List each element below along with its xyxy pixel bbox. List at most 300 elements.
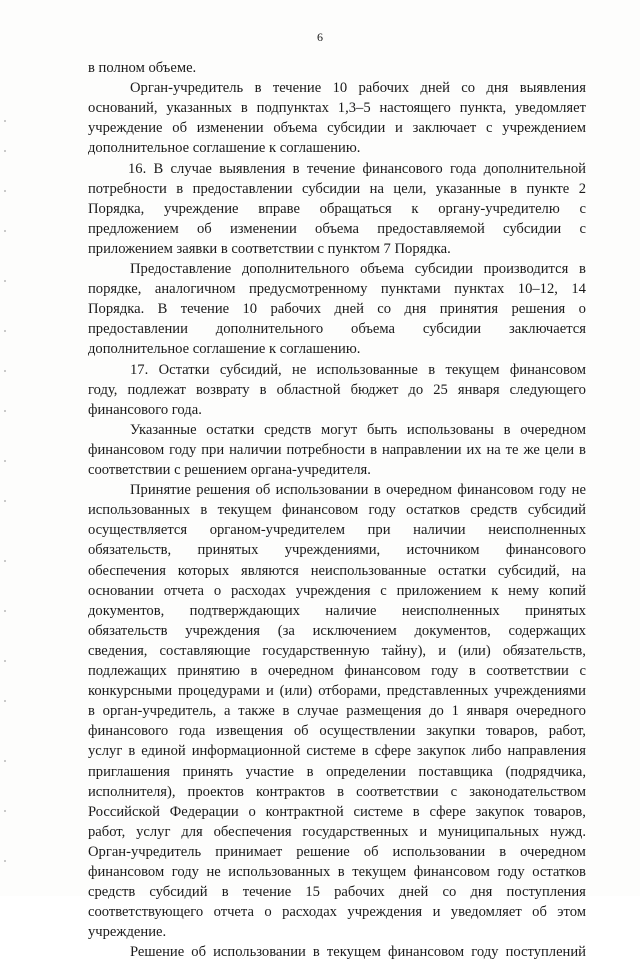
word: со <box>442 884 457 901</box>
word: пунктах <box>454 281 505 298</box>
word: указанных <box>166 100 232 117</box>
word: являются <box>240 562 299 579</box>
word: на <box>369 180 384 197</box>
word: источником <box>406 542 480 559</box>
word: подтверждающих <box>189 602 300 619</box>
word: же <box>523 441 540 458</box>
word: порядке, <box>88 281 142 298</box>
scan-dot <box>4 190 6 192</box>
word: к <box>491 582 499 599</box>
word: решения <box>511 301 566 318</box>
word: соответствии <box>356 783 439 800</box>
word: поступления <box>506 884 586 901</box>
word: Российской <box>88 803 160 820</box>
text-line <box>130 480 586 500</box>
word: Порядка, <box>88 200 145 217</box>
word: решение <box>296 843 350 860</box>
word: финансового <box>362 160 443 177</box>
word: об <box>363 843 379 860</box>
word: случае <box>170 160 212 177</box>
word: составляющие <box>159 642 251 659</box>
word: принятых <box>525 602 586 619</box>
word: (подрядчика, <box>505 763 586 780</box>
word: отчета <box>163 582 205 599</box>
word: финансовом <box>387 944 465 961</box>
word: обязательств <box>88 622 168 639</box>
word: поставщика <box>418 763 493 780</box>
word: субсидии <box>422 321 482 338</box>
word: в <box>337 783 345 800</box>
word: обязательств, <box>88 542 172 559</box>
word: средств <box>88 884 136 901</box>
word: рабочих <box>334 884 385 901</box>
word: в <box>254 80 262 97</box>
word: органом-учредителем <box>209 522 345 539</box>
word: об <box>255 482 271 499</box>
word: приложением <box>396 582 482 599</box>
word: года <box>178 723 206 740</box>
word: подлежат <box>127 381 186 398</box>
word: об <box>196 220 212 237</box>
word: выявления <box>519 80 586 97</box>
word: 14 <box>571 281 586 298</box>
word: в <box>468 663 476 679</box>
word: вправе <box>258 200 300 217</box>
word: объема <box>315 220 360 237</box>
text-line: в полном объеме. <box>88 60 197 76</box>
word: с <box>486 120 493 137</box>
word: субсидии <box>302 180 361 197</box>
word: остатки <box>438 562 487 579</box>
word: остатки <box>206 421 255 438</box>
word: 10 <box>242 301 258 318</box>
word: нему <box>508 582 539 599</box>
word: года <box>449 160 477 177</box>
word: не <box>571 482 586 499</box>
word: неисполненных <box>488 522 586 539</box>
text-line <box>130 259 586 279</box>
word: в <box>428 361 436 378</box>
text-line <box>88 842 586 862</box>
text-line <box>88 219 586 239</box>
word: при <box>367 522 391 539</box>
word: соответствующего <box>88 904 204 921</box>
word: товаров, <box>486 723 538 740</box>
word: системе <box>353 803 403 820</box>
word: и <box>432 904 441 921</box>
word: к <box>411 200 419 217</box>
word: потребности <box>286 441 366 458</box>
text-line <box>88 500 586 520</box>
word: текущем <box>352 864 407 880</box>
word: использовании <box>213 944 306 961</box>
word: объема <box>273 120 318 137</box>
word: учреждение <box>163 200 239 217</box>
word: в <box>361 743 369 760</box>
word: исключением <box>312 622 397 639</box>
word: в <box>579 441 586 458</box>
word: году, <box>88 381 118 398</box>
scan-dot <box>4 500 6 502</box>
word: обращаться <box>319 200 392 217</box>
word: объема <box>360 261 405 277</box>
word: 1,3–5 <box>337 100 371 117</box>
word: остатков <box>532 864 586 880</box>
scan-dot <box>4 370 6 372</box>
word: предложением <box>88 220 179 237</box>
scan-dot <box>4 410 6 412</box>
word: использованных <box>228 864 331 880</box>
word: финансовом <box>282 502 359 519</box>
text-line: учреждение. <box>88 924 167 941</box>
word: копий <box>548 582 586 599</box>
word: использованные <box>316 361 418 378</box>
text-line <box>88 279 586 299</box>
word: в <box>282 703 290 720</box>
word: областной <box>276 381 341 398</box>
word: в <box>221 884 229 901</box>
scan-dot <box>4 230 6 232</box>
word: учреждения <box>347 904 423 921</box>
word: направления <box>507 743 586 760</box>
word: поступлений <box>505 944 586 961</box>
word: в <box>499 843 507 860</box>
word: расходах <box>230 582 286 599</box>
word: Решение <box>130 944 185 961</box>
word: дня <box>486 80 509 97</box>
word: Предоставление <box>130 261 232 277</box>
word: изменении <box>196 120 264 137</box>
word: и <box>419 823 428 840</box>
word: субсидии <box>327 120 386 137</box>
word: те <box>505 441 519 458</box>
text-line <box>88 561 586 581</box>
word: (или) <box>458 642 491 659</box>
word: году <box>497 864 525 880</box>
scan-dot <box>4 330 6 332</box>
word: документов, <box>88 602 165 619</box>
text-line <box>88 440 586 460</box>
word: о <box>248 803 256 820</box>
word: при <box>201 441 225 458</box>
text-line <box>88 721 586 741</box>
word: выявления <box>219 160 286 177</box>
word: а <box>224 703 231 720</box>
word: о <box>213 582 222 599</box>
word: остатков <box>406 502 460 519</box>
word: указанные <box>435 180 501 197</box>
word: с <box>579 220 586 237</box>
word: заключает <box>412 120 477 137</box>
text-line: приложением заявки в соответствии с пунктом 7 Порядка. <box>88 240 451 257</box>
word: учреждением <box>502 120 586 137</box>
word: на <box>486 441 501 458</box>
scan-dot <box>4 660 6 662</box>
word: и <box>438 642 446 659</box>
word: в <box>579 261 586 277</box>
word: также <box>238 703 275 720</box>
word: пункте <box>526 180 570 197</box>
word: услуг <box>136 823 171 840</box>
text-line <box>88 199 586 219</box>
word: 15 <box>305 884 320 901</box>
word: до <box>408 381 424 398</box>
word: и <box>395 120 403 137</box>
word: В <box>157 301 168 318</box>
word: (за <box>277 622 295 639</box>
word: 2 <box>578 180 586 197</box>
word: в <box>128 743 136 760</box>
word: текущем <box>326 944 381 961</box>
word: могут <box>321 421 358 438</box>
word: направлении <box>381 441 462 458</box>
scan-dot <box>4 560 6 562</box>
word: системе <box>306 743 356 760</box>
text-line <box>88 741 586 761</box>
word: с <box>579 663 586 679</box>
word: в <box>510 180 518 197</box>
word: субсидий, <box>219 361 282 378</box>
word: сфере <box>429 803 466 820</box>
word: органу-учредителю <box>438 200 560 217</box>
text-line <box>128 159 586 179</box>
word: году <box>431 663 459 679</box>
word: субсидий <box>149 884 208 901</box>
scan-dot <box>4 280 6 282</box>
page-number: 6 <box>317 30 323 44</box>
word: пункта, <box>459 100 507 117</box>
word: году <box>368 502 396 519</box>
text-line: соответствии с решением органа-учредителя. <box>88 462 371 478</box>
word: использовании <box>275 482 369 499</box>
word: размещения <box>346 703 422 720</box>
word: предусмотренному <box>248 281 368 298</box>
word: финансовом <box>88 864 165 880</box>
text-line <box>88 98 586 118</box>
text-line <box>88 902 586 922</box>
word: дополнительного <box>215 321 324 338</box>
word: января <box>466 703 509 720</box>
word: закупок <box>475 803 525 820</box>
scan-dot <box>4 860 6 862</box>
word: течение <box>180 301 230 318</box>
word: финансовом <box>413 864 490 880</box>
word: наличии <box>413 522 466 539</box>
word: Орган-учредитель <box>130 80 244 97</box>
word: субсидий, <box>498 562 560 579</box>
word: в <box>176 180 184 197</box>
word: января <box>457 381 500 398</box>
word: не <box>206 864 221 880</box>
scan-dot <box>4 610 6 612</box>
word: финансовом <box>509 361 586 378</box>
text-line <box>88 621 586 641</box>
word: финансовом <box>88 441 165 458</box>
word: финансовом <box>457 482 534 499</box>
text-line <box>88 581 586 601</box>
word: услуг <box>88 743 123 760</box>
word: субсидий <box>527 502 586 519</box>
word: приглашения <box>88 763 170 780</box>
text-line <box>88 782 586 802</box>
word: принимает <box>215 843 283 860</box>
word: очередном <box>520 421 586 438</box>
word: дня <box>404 301 427 318</box>
word: обеспечения <box>213 823 292 840</box>
word: заключается <box>508 321 586 338</box>
word: течение <box>272 80 322 97</box>
scan-dot <box>4 810 6 812</box>
word: в <box>250 663 258 679</box>
word: следующего <box>509 381 586 398</box>
word: использовании <box>392 843 486 860</box>
text-line <box>130 420 586 440</box>
word: возврату <box>195 381 250 398</box>
word: осуществляется <box>88 522 188 539</box>
text-line <box>88 299 586 319</box>
text-line <box>130 360 586 380</box>
word: наличие <box>325 602 377 619</box>
word: соответствии <box>486 663 569 679</box>
word: основании <box>88 582 154 599</box>
word: Порядка. <box>88 301 145 318</box>
word: принятия <box>439 301 499 318</box>
word: цели, <box>393 180 427 197</box>
word: предоставлении <box>192 180 293 197</box>
word: для <box>181 823 203 840</box>
word: изменении <box>229 220 297 237</box>
word: 25 <box>433 381 448 398</box>
word: в <box>337 864 345 880</box>
word: о <box>264 904 272 921</box>
scan-margin-dots <box>4 0 12 896</box>
word: процедурами <box>177 683 261 700</box>
word: об <box>172 120 187 137</box>
word: обязательств, <box>502 642 586 659</box>
word: извещения <box>216 723 284 740</box>
word: производится <box>483 261 569 277</box>
word: уведомляет <box>515 100 586 117</box>
word: дополнительной <box>483 160 586 177</box>
scan-dot <box>4 460 6 462</box>
word: в <box>373 482 381 499</box>
word: в <box>306 763 314 780</box>
word: которых <box>177 562 230 579</box>
word: в <box>200 502 208 519</box>
text-line <box>88 540 586 560</box>
word: средств <box>264 421 312 438</box>
word: этом <box>557 904 586 921</box>
word: дополнительного <box>242 261 350 277</box>
word: дня <box>470 884 493 901</box>
word: году <box>171 864 199 880</box>
word: об <box>532 904 547 921</box>
word: отборами, <box>318 683 381 700</box>
word: пунктами <box>380 281 441 298</box>
word: закупки <box>426 723 476 740</box>
word: Указанные <box>130 421 197 438</box>
word: учреждения <box>185 622 260 639</box>
word: участие <box>245 763 294 780</box>
word: со <box>461 80 476 97</box>
scan-dot <box>4 150 6 152</box>
text-line: дополнительное соглашение к соглашению. <box>88 140 361 157</box>
word: текущем <box>217 502 272 519</box>
word: либо <box>471 743 502 760</box>
word: очередном <box>386 482 452 499</box>
word: в <box>292 160 300 177</box>
word: неиспользованные <box>310 562 427 579</box>
word: законодательством <box>469 783 586 800</box>
text-line <box>88 762 586 782</box>
word: контрактной <box>265 803 344 820</box>
text-line <box>88 641 586 661</box>
word: товаров, <box>534 803 586 820</box>
word: неисполненных <box>401 602 500 619</box>
word: исполнителя), <box>88 783 176 800</box>
text-line <box>88 681 586 701</box>
word: работ, <box>88 823 126 840</box>
word: расходах <box>282 904 337 921</box>
word: использованных <box>88 502 191 519</box>
word: оснований, <box>88 100 158 117</box>
word: подпунктах <box>256 100 329 117</box>
word: учреждения <box>295 582 371 599</box>
word: и <box>265 683 274 700</box>
text-line <box>130 942 586 962</box>
word: предоставляемой <box>377 220 485 237</box>
text-line <box>88 380 586 400</box>
word: рабочих <box>358 80 410 97</box>
word: текущем <box>445 361 500 378</box>
text-line <box>88 319 586 339</box>
word: году <box>539 482 567 499</box>
word: дней <box>420 80 450 97</box>
word: тайну), <box>381 642 427 659</box>
word: конкурсными <box>88 683 173 700</box>
text-line <box>88 601 586 621</box>
text-line <box>88 701 586 721</box>
word: информационной <box>191 743 301 760</box>
word: 10 <box>332 80 348 97</box>
word: муниципальных <box>438 823 540 840</box>
word: предоставлении <box>88 321 188 338</box>
word: в <box>88 703 95 720</box>
word: течение <box>306 160 356 177</box>
word: принятых <box>197 542 259 559</box>
word: очередном <box>520 843 586 860</box>
word: (или) <box>279 683 313 700</box>
text-line: финансового года. <box>88 401 202 418</box>
word: обеспечения <box>88 562 166 579</box>
text-line <box>130 78 586 98</box>
scan-dot <box>4 700 6 702</box>
word: Остатки <box>158 361 210 378</box>
word: осуществлении <box>319 723 416 740</box>
word: настоящего <box>379 100 451 117</box>
word: 16. <box>128 160 147 177</box>
word: проектов <box>187 783 244 800</box>
word: году <box>169 441 197 458</box>
text-line <box>88 179 586 199</box>
word: финансового <box>88 723 169 740</box>
word: с <box>450 783 458 800</box>
word: отчета <box>213 904 254 921</box>
word: определении <box>326 763 406 780</box>
text-line <box>88 862 586 882</box>
word: сфере <box>374 743 412 760</box>
word: случае <box>297 703 339 720</box>
